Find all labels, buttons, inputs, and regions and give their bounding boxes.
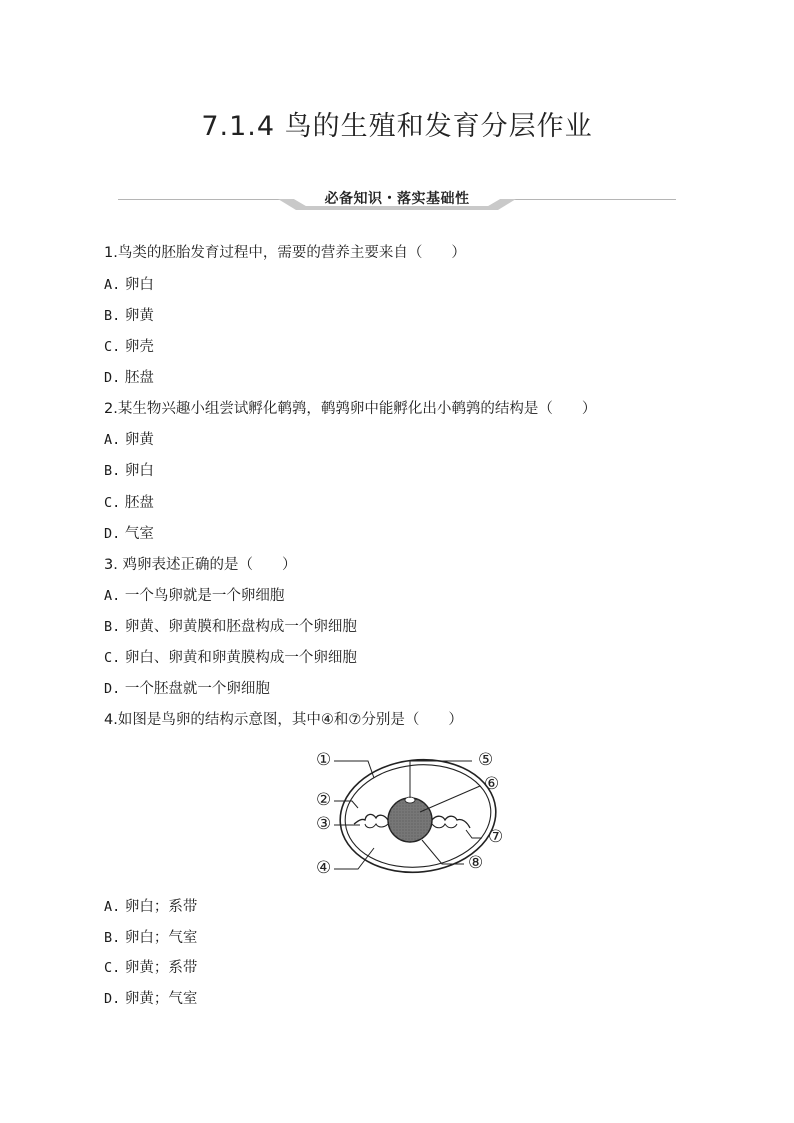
question-1-option-d[interactable] [104, 369, 154, 387]
question-3-option-d[interactable] [104, 680, 270, 698]
option-text: 一个胚盘就一个卵细胞 [124, 681, 270, 697]
question-4-stem: 4.如图是鸟卵的结构示意图，其中④和⑦分别是（ ） [104, 712, 463, 728]
question-1-option-a[interactable] [104, 276, 154, 294]
section-banner [118, 186, 676, 214]
label-6: ⑥ [484, 774, 500, 794]
label-5: ⑤ [478, 750, 494, 770]
option-text: 胚盘 [124, 370, 154, 386]
option-letter: A. [104, 432, 121, 448]
option-letter: A. [104, 277, 121, 293]
option-text: 卵黄；气室 [124, 991, 198, 1007]
question-4-option-a[interactable] [104, 898, 197, 916]
option-text: 卵白；系带 [124, 899, 198, 915]
question-4-option-c[interactable] [104, 959, 197, 977]
option-letter: A. [104, 899, 121, 915]
label-1: ① [316, 750, 332, 770]
option-letter: B. [104, 930, 121, 946]
label-3: ③ [316, 814, 332, 834]
question-4-option-b[interactable] [104, 929, 197, 947]
option-text: 一个鸟卵就是一个卵细胞 [124, 588, 285, 604]
question-1-stem: 1.鸟类的胚胎发育过程中，需要的营养主要来自（ ） [104, 245, 466, 261]
question-4-option-d[interactable] [104, 990, 197, 1008]
option-text: 气室 [124, 526, 154, 542]
option-letter: B. [104, 463, 121, 479]
label-4: ④ [316, 858, 332, 878]
question-3-option-a[interactable] [104, 587, 284, 605]
question-2-option-b[interactable] [104, 462, 154, 480]
question-1-option-c[interactable] [104, 338, 154, 356]
option-letter: B. [104, 308, 121, 324]
question-3-stem: 3. 鸡卵表述正确的是（ ） [104, 557, 297, 573]
question-3-option-c[interactable] [104, 649, 357, 667]
option-text: 胚盘 [124, 495, 154, 511]
option-text: 卵黄；系带 [124, 960, 198, 976]
banner-box [278, 186, 516, 210]
banner-line-left [118, 199, 286, 200]
option-letter: A. [104, 588, 121, 604]
bird-egg-diagram [312, 748, 512, 880]
question-3-option-b[interactable] [104, 618, 357, 636]
option-letter: D. [104, 681, 121, 697]
option-letter: D. [104, 370, 121, 386]
question-2-option-d[interactable] [104, 525, 154, 543]
label-7: ⑦ [488, 827, 504, 847]
option-letter: C. [104, 495, 121, 511]
option-text: 卵白；气室 [124, 930, 198, 946]
option-text: 卵白、卵黄和卵黄膜构成一个卵细胞 [124, 650, 357, 666]
option-text: 卵黄 [124, 432, 154, 448]
question-2-stem: 2.某生物兴趣小组尝试孵化鹌鹑，鹌鹑卵中能孵化出小鹌鹑的结构是（ ） [104, 401, 597, 417]
banner-text: 必备知识・落实基础性 [324, 191, 470, 207]
option-letter: C. [104, 960, 121, 976]
option-text: 卵黄 [124, 308, 154, 324]
banner-line-right [508, 199, 676, 200]
option-letter: D. [104, 991, 121, 1007]
option-text: 卵黄、卵黄膜和胚盘构成一个卵细胞 [124, 619, 357, 635]
question-1-option-b[interactable] [104, 307, 154, 325]
label-2: ② [316, 790, 332, 810]
option-text: 卵白 [124, 463, 154, 479]
question-2-option-c[interactable] [104, 494, 154, 512]
option-letter: C. [104, 650, 121, 666]
option-letter: D. [104, 526, 121, 542]
page-title: 7.1.4 鸟的生殖和发育分层作业 [201, 111, 593, 142]
label-8: ⑧ [468, 853, 484, 873]
option-letter: C. [104, 339, 121, 355]
question-2-option-a[interactable] [104, 431, 154, 449]
option-text: 卵壳 [124, 339, 154, 355]
option-letter: B. [104, 619, 121, 635]
option-text: 卵白 [124, 277, 154, 293]
